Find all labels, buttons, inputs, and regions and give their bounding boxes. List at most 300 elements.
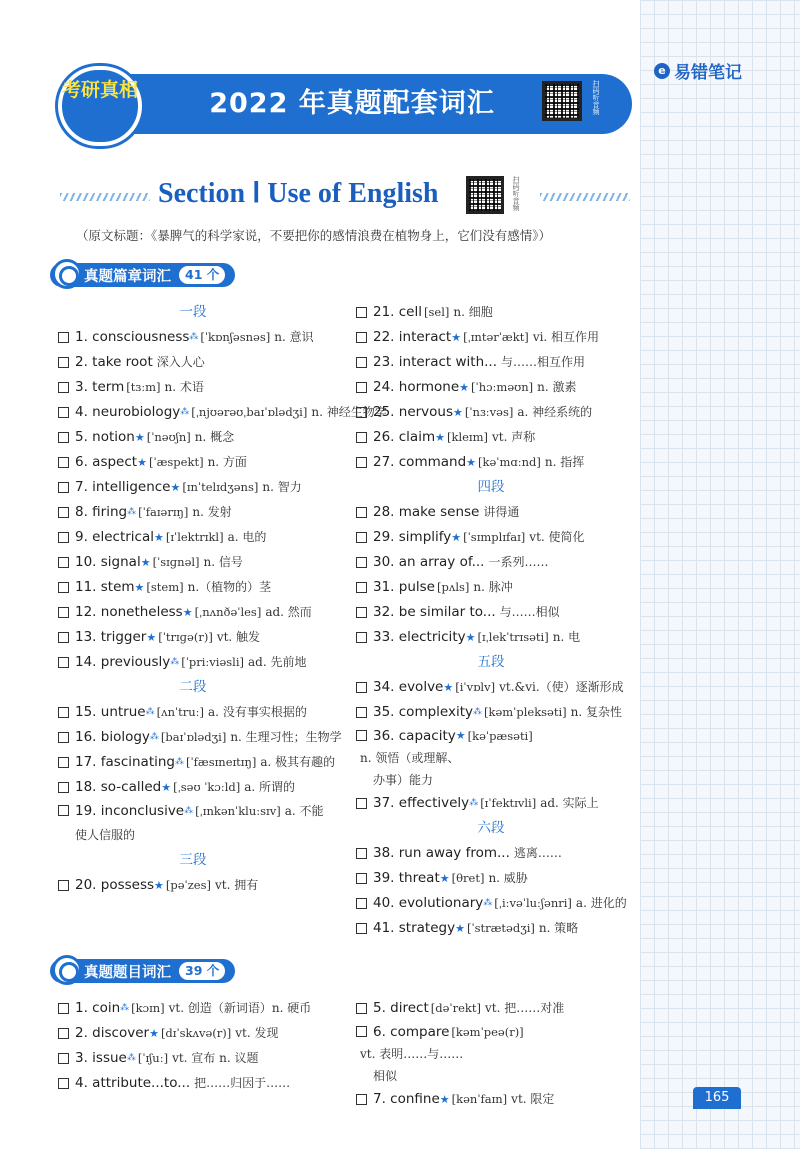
category-header	[50, 958, 235, 984]
star-icon: ★	[439, 1093, 450, 1106]
vocab-entry	[58, 1071, 328, 1096]
frequency-icon: ⁂	[127, 507, 137, 517]
definition: n. 激素	[537, 380, 577, 394]
vocab-word: 1. consciousness	[75, 329, 190, 345]
phonetic: [ˈkɒnʃəsnəs]	[200, 330, 271, 344]
definition: vt. 宣布 n. 议题	[172, 1051, 259, 1065]
phonetic: [ˈhɔːməʊn]	[471, 380, 534, 394]
checkbox[interactable]	[58, 1028, 69, 1039]
definition: vt. 拥有	[214, 878, 259, 892]
definition: vt. 把……对准	[484, 1001, 565, 1015]
vocab-entry	[356, 600, 626, 625]
checkbox[interactable]	[356, 532, 367, 543]
checkbox[interactable]	[356, 507, 367, 518]
vocab-word: 12. nonetheless	[75, 604, 183, 620]
definition: 深入人心	[156, 355, 205, 369]
checkbox[interactable]	[58, 457, 69, 468]
phonetic: [kleɪm]	[446, 430, 488, 444]
star-icon: ★	[459, 381, 470, 394]
definition: a. 神经系统的	[517, 405, 593, 419]
checkbox[interactable]	[356, 923, 367, 934]
magnifier-icon	[52, 955, 82, 985]
passage-words-right	[356, 300, 626, 941]
qr-note: 扫码听音频	[512, 176, 520, 211]
checkbox[interactable]	[58, 407, 69, 418]
checkbox[interactable]	[58, 482, 69, 493]
phonetic: [ˌsəʊ ˈkɔːld]	[173, 780, 241, 794]
checkbox[interactable]	[58, 432, 69, 443]
badge-text: 考研真相	[62, 79, 139, 101]
phonetic: [ˈsɪɡnəl]	[152, 555, 200, 569]
star-icon: ★	[466, 456, 477, 469]
phonetic: [ˈstrætədʒi]	[466, 921, 535, 935]
phonetic: [ˈpriːviəsli]	[181, 655, 245, 669]
vocab-entry	[356, 500, 626, 525]
star-icon: ★	[435, 431, 445, 444]
checkbox[interactable]	[58, 1053, 69, 1064]
grid-margin	[640, 0, 800, 1149]
checkbox[interactable]	[58, 805, 69, 816]
definition-continued: 办事）能力	[373, 773, 434, 787]
paragraph-heading: 六段	[477, 820, 505, 836]
vocab-word: 23. interact with...	[373, 354, 498, 370]
definition: n. 威胁	[488, 871, 528, 885]
definition: ad. 先前地	[248, 655, 307, 669]
definition-continued: 相似	[373, 1069, 398, 1083]
vocab-word: 3. issue	[75, 1050, 127, 1066]
section-header	[60, 176, 620, 216]
vocab-entry	[356, 575, 626, 600]
vocab-entry	[58, 725, 342, 750]
passage-subtitle: （原文标题：《暴脾气的科学家说，不要把你的感情浪费在植物身上，它们没有感情》）	[76, 228, 552, 243]
checkbox[interactable]	[356, 357, 367, 368]
star-icon: ★	[149, 1027, 159, 1040]
phonetic: [θret]	[451, 871, 485, 885]
checkbox[interactable]	[356, 730, 367, 741]
checkbox[interactable]	[58, 507, 69, 518]
definition: vt. 发现	[235, 1026, 279, 1040]
paragraph-heading: 一段	[179, 304, 207, 320]
vocab-word: 26. claim	[373, 429, 436, 445]
checkbox[interactable]	[58, 357, 69, 368]
vocab-word: 1. coin	[75, 1000, 121, 1016]
vocab-word: 8. firing	[75, 504, 128, 520]
vocab-word: 7. confine	[373, 1091, 440, 1107]
checkbox[interactable]	[356, 607, 367, 618]
vocab-entry	[58, 425, 328, 450]
star-icon: ★	[465, 631, 476, 644]
star-icon: ★	[146, 631, 157, 644]
vocab-entry	[58, 500, 328, 525]
checkbox[interactable]	[356, 582, 367, 593]
vocab-entry	[58, 700, 328, 725]
checkbox[interactable]	[356, 798, 367, 809]
definition: a. 极其有趣的	[260, 755, 336, 769]
checkbox[interactable]	[58, 657, 69, 668]
vocab-entry	[58, 375, 328, 400]
checkbox[interactable]	[356, 1003, 367, 1014]
definition: 讲得通	[483, 505, 520, 519]
vocab-entry	[58, 400, 387, 425]
category-count: 39 个	[179, 962, 225, 980]
definition: ad. 实际上	[540, 796, 599, 810]
vocab-word: 4. neurobiology	[75, 404, 181, 420]
vocab-word: 20. possess	[75, 877, 155, 893]
vocab-word: 36. capacity	[373, 728, 456, 744]
star-icon: ★	[453, 406, 463, 419]
frequency-icon: ⁂	[180, 407, 190, 417]
definition: n. 信号	[203, 555, 243, 569]
star-icon: ★	[451, 331, 462, 344]
checkbox[interactable]	[58, 1078, 69, 1089]
vocab-entry	[356, 1021, 626, 1087]
definition: n. 复杂性	[570, 705, 623, 719]
vocab-word: 19. inconclusive	[75, 803, 185, 819]
vocab-word: 28. make sense	[373, 504, 480, 520]
phonetic: [stem]	[146, 580, 184, 594]
definition: n.（植物的）茎	[187, 580, 272, 594]
definition: n. 生理习性；生物学	[230, 730, 342, 744]
stripe-decoration	[540, 193, 630, 201]
vocab-word: 37. effectively	[373, 795, 470, 811]
phonetic: [pʌls]	[436, 580, 470, 594]
phonetic: [kɔɪn]	[131, 1001, 165, 1015]
phonetic: [tɜːm]	[126, 380, 161, 394]
magnifier-icon	[52, 259, 82, 289]
vocab-entry	[58, 550, 328, 575]
brand-text: 易错笔记	[674, 63, 742, 83]
phonetic: [ˈɪʃuː]	[137, 1051, 169, 1065]
vocab-entry	[58, 1021, 328, 1046]
brand-label	[654, 58, 742, 83]
phonetic: [ˈsɪmplɪfaɪ]	[463, 530, 526, 544]
vocab-word: 16. biology	[75, 729, 150, 745]
definition: 一系列……	[488, 555, 549, 569]
star-icon: ★	[134, 431, 145, 444]
phonetic: [ˈfæsɪneɪtɪŋ]	[186, 755, 257, 769]
phonetic: [ˌiːvəˈluːʃənri]	[494, 896, 572, 910]
vocab-entry	[58, 450, 328, 475]
definition: vt. 限定	[511, 1092, 555, 1106]
vocab-entry	[356, 996, 626, 1021]
phonetic: [baɪˈɒlədʒi]	[160, 730, 227, 744]
star-icon: ★	[140, 556, 151, 569]
checkbox[interactable]	[356, 1026, 367, 1037]
vocab-entry	[58, 750, 336, 775]
section-title: Section Ⅰ Use of English	[158, 178, 439, 209]
vocab-entry	[356, 675, 626, 700]
qr-code-icon	[542, 81, 582, 121]
vocab-entry	[58, 1046, 328, 1071]
definition: 把……归因于……	[194, 1076, 291, 1090]
definition: vi. 相互作用	[532, 330, 600, 344]
phonetic: [ˌnʌnðəˈles]	[194, 605, 262, 619]
vocab-word: 4. attribute...to...	[75, 1075, 191, 1091]
definition: 逃离……	[513, 846, 562, 860]
vocab-entry	[356, 400, 626, 425]
definition: vt. 使简化	[529, 530, 585, 544]
vocab-entry	[356, 866, 626, 891]
checkbox[interactable]	[356, 707, 367, 718]
vocab-entry	[356, 891, 626, 916]
vocab-word: 39. threat	[373, 870, 440, 886]
checkbox[interactable]	[356, 307, 367, 318]
question-words-left	[58, 996, 328, 1096]
definition: n. 术语	[164, 380, 204, 394]
question-words-right	[356, 996, 626, 1112]
phonetic: [dɪˈskʌvə(r)]	[160, 1026, 232, 1040]
checkbox[interactable]	[58, 632, 69, 643]
qr-code-icon	[466, 176, 504, 214]
frequency-icon: ⁂	[170, 657, 180, 667]
vocab-entry	[356, 375, 626, 400]
vocab-entry	[58, 325, 328, 350]
vocab-word: 5. notion	[75, 429, 135, 445]
checkbox[interactable]	[58, 557, 69, 568]
vocab-word: 15. untrue	[75, 704, 146, 720]
checkbox[interactable]	[356, 432, 367, 443]
vocab-word: 9. electrical	[75, 529, 154, 545]
checkbox[interactable]	[58, 757, 69, 768]
phonetic: [ˈfaɪərɪŋ]	[138, 505, 189, 519]
vocab-word: 2. take root	[75, 354, 153, 370]
star-icon: ★	[154, 879, 164, 892]
phonetic: [ˈnɜːvəs]	[464, 405, 514, 419]
phonetic: [ˌnjʊərəʊˌbaɪˈɒlədʒi]	[191, 405, 308, 419]
phonetic: [kəmˈpleksəti]	[484, 705, 567, 719]
vocab-word: 7. intelligence	[75, 479, 171, 495]
definition: n. 智力	[262, 480, 302, 494]
definition: a. 不能	[284, 804, 324, 818]
definition: a. 所谓的	[244, 780, 296, 794]
phonetic: [ˈnəʊʃn]	[146, 430, 191, 444]
star-icon: ★	[170, 481, 181, 494]
vocab-word: 14. previously	[75, 654, 171, 670]
vocab-word: 30. an array of...	[373, 554, 485, 570]
vocab-word: 10. signal	[75, 554, 141, 570]
phonetic: [ɪˌlekˈtrɪsəti]	[477, 630, 549, 644]
phonetic: [ˌɪntərˈækt]	[463, 330, 529, 344]
star-icon: ★	[451, 531, 462, 544]
checkbox[interactable]	[58, 532, 69, 543]
checkbox[interactable]	[356, 557, 367, 568]
definition: n. 策略	[538, 921, 579, 935]
checkbox[interactable]	[58, 382, 69, 393]
vocab-word: 33. electricity	[373, 629, 466, 645]
vocab-word: 29. simplify	[373, 529, 452, 545]
phonetic: [pəˈzes]	[165, 878, 211, 892]
phonetic: [kəmˈpeə(r)]	[451, 1025, 524, 1039]
definition: n. 细胞	[453, 305, 493, 319]
stripe-decoration	[60, 193, 150, 201]
vocab-entry	[58, 873, 328, 898]
paragraph-heading: 三段	[179, 852, 207, 868]
checkbox[interactable]	[356, 407, 367, 418]
vocab-word: 13. trigger	[75, 629, 147, 645]
category-count: 41 个	[179, 266, 225, 284]
checkbox[interactable]	[58, 1003, 69, 1014]
definition: vt.&vi.（使）逐渐形成	[499, 680, 624, 694]
checkbox[interactable]	[356, 332, 367, 343]
checkbox[interactable]	[356, 1094, 367, 1105]
phonetic: [ˈæspekt]	[148, 455, 204, 469]
paragraph-heading: 四段	[477, 479, 505, 495]
vocab-entry	[356, 725, 626, 791]
frequency-icon: ⁂	[145, 707, 155, 717]
vocab-entry	[356, 791, 626, 816]
vocab-entry	[58, 600, 328, 625]
star-icon: ★	[455, 729, 466, 742]
phonetic: [ˌɪnkənˈkluːsɪv]	[195, 804, 281, 818]
vocab-entry	[58, 475, 328, 500]
star-icon: ★	[137, 456, 147, 469]
frequency-icon: ⁂	[149, 732, 159, 742]
checkbox[interactable]	[356, 848, 367, 859]
star-icon: ★	[443, 681, 454, 694]
qr-note: 扫码听音频	[592, 80, 600, 115]
vocab-entry	[356, 1087, 626, 1112]
checkbox[interactable]	[58, 707, 69, 718]
vocab-entry	[58, 996, 328, 1021]
checkbox[interactable]	[356, 682, 367, 693]
vocab-entry	[356, 625, 626, 650]
vocab-entry	[356, 525, 626, 550]
vocab-word: 27. command	[373, 454, 467, 470]
checkbox[interactable]	[58, 782, 69, 793]
vocab-entry	[58, 575, 328, 600]
phonetic: [kənˈfaɪn]	[451, 1092, 508, 1106]
definition: n. 神经生物学	[311, 405, 387, 419]
vocab-entry	[356, 450, 626, 475]
star-icon: ★	[182, 606, 193, 619]
star-icon: ★	[455, 922, 465, 935]
star-icon: ★	[161, 781, 172, 794]
definition: n. 电	[552, 630, 581, 644]
vocab-entry	[58, 350, 328, 375]
frequency-icon: ⁂	[120, 1003, 130, 1013]
frequency-icon: ⁂	[175, 757, 184, 767]
paragraph-heading: 二段	[179, 679, 207, 695]
vocab-word: 22. interact	[373, 329, 452, 345]
definition: vt. 表明……与……	[360, 1047, 464, 1061]
checkbox[interactable]	[356, 632, 367, 643]
phonetic: [iˈvɒlv]	[455, 680, 496, 694]
vocab-word: 32. be similar to...	[373, 604, 496, 620]
vocab-entry	[356, 425, 626, 450]
vocab-entry	[58, 650, 328, 675]
frequency-icon: ⁂	[473, 707, 483, 717]
definition: vt. 声称	[492, 430, 536, 444]
vocab-word: 11. stem	[75, 579, 135, 595]
checkbox[interactable]	[356, 457, 367, 468]
definition: n. 意识	[274, 330, 314, 344]
frequency-icon: ⁂	[184, 806, 194, 816]
frequency-icon: ⁂	[189, 332, 199, 342]
checkbox[interactable]	[356, 382, 367, 393]
frequency-icon: ⁂	[126, 1053, 136, 1063]
checkbox[interactable]	[356, 898, 367, 909]
category-label: 真题篇章词汇	[84, 268, 171, 285]
checkbox[interactable]	[58, 607, 69, 618]
vocab-entry	[58, 800, 328, 848]
definition: n. 发射	[192, 505, 232, 519]
vocab-word: 6. aspect	[75, 454, 138, 470]
paragraph-heading: 五段	[477, 654, 505, 670]
checkbox[interactable]	[58, 732, 69, 743]
vocab-entry	[356, 350, 626, 375]
checkbox[interactable]	[356, 873, 367, 884]
vocab-entry	[356, 916, 626, 941]
badge	[58, 66, 142, 146]
phonetic: [sel]	[424, 305, 450, 319]
checkbox[interactable]	[58, 582, 69, 593]
vocab-word: 3. term	[75, 379, 125, 395]
vocab-entry	[58, 525, 328, 550]
frequency-icon: ⁂	[469, 798, 479, 808]
definition: 与……相似	[499, 605, 560, 619]
vocab-word: 21. cell	[373, 304, 422, 320]
vocab-entry	[356, 300, 626, 325]
vocab-entry	[58, 625, 328, 650]
banner-title: 2022 年真题配套词汇	[209, 88, 495, 119]
phonetic: [ɪˈlektrɪkl]	[165, 530, 224, 544]
definition: vt. 触发	[216, 630, 261, 644]
brand-icon: e	[654, 63, 670, 79]
vocab-entry	[356, 550, 626, 575]
vocab-entry	[356, 700, 626, 725]
vocab-word: 38. run away from...	[373, 845, 510, 861]
definition: 与……相互作用	[501, 355, 586, 369]
definition: a. 电的	[227, 530, 267, 544]
vocab-entry	[356, 325, 626, 350]
vocab-word: 40. evolutionary	[373, 895, 484, 911]
phonetic: [dəˈrekt]	[430, 1001, 481, 1015]
vocab-word: 2. discover	[75, 1025, 150, 1041]
phonetic: [ˈtrɪɡə(r)]	[158, 630, 213, 644]
vocab-entry	[356, 841, 626, 866]
star-icon: ★	[439, 872, 450, 885]
vocab-word: 35. complexity	[373, 704, 474, 720]
vocab-word: 25. nervous	[373, 404, 454, 420]
title-banner	[92, 74, 632, 134]
vocab-entry	[58, 775, 328, 800]
phonetic: [kəˈpæsəti]	[467, 729, 533, 743]
vocab-word: 5. direct	[373, 1000, 429, 1016]
checkbox[interactable]	[58, 332, 69, 343]
definition: a. 进化的	[575, 896, 627, 910]
vocab-word: 18. so-called	[75, 779, 162, 795]
definition: vt. 创造（新词语）n. 硬币	[168, 1001, 312, 1015]
vocab-word: 34. evolve	[373, 679, 444, 695]
phonetic: [ʌnˈtruː]	[156, 705, 205, 719]
checkbox[interactable]	[58, 880, 69, 891]
definition: n. 指挥	[544, 455, 585, 469]
definition: n. 领悟（或理解、	[360, 751, 460, 765]
frequency-icon: ⁂	[483, 898, 493, 908]
passage-words-left	[58, 300, 387, 898]
phonetic: [ɪˈfektɪvli]	[480, 796, 537, 810]
vocab-word: 24. hormone	[373, 379, 460, 395]
category-label: 真题题目词汇	[84, 964, 171, 981]
page-number: 165	[693, 1087, 741, 1109]
vocab-word: 31. pulse	[373, 579, 435, 595]
definition: n. 方面	[207, 455, 247, 469]
definition: n. 概念	[194, 430, 235, 444]
definition: ad. 然而	[265, 605, 312, 619]
star-icon: ★	[134, 581, 145, 594]
vocab-word: 6. compare	[373, 1024, 450, 1040]
star-icon: ★	[154, 531, 164, 544]
